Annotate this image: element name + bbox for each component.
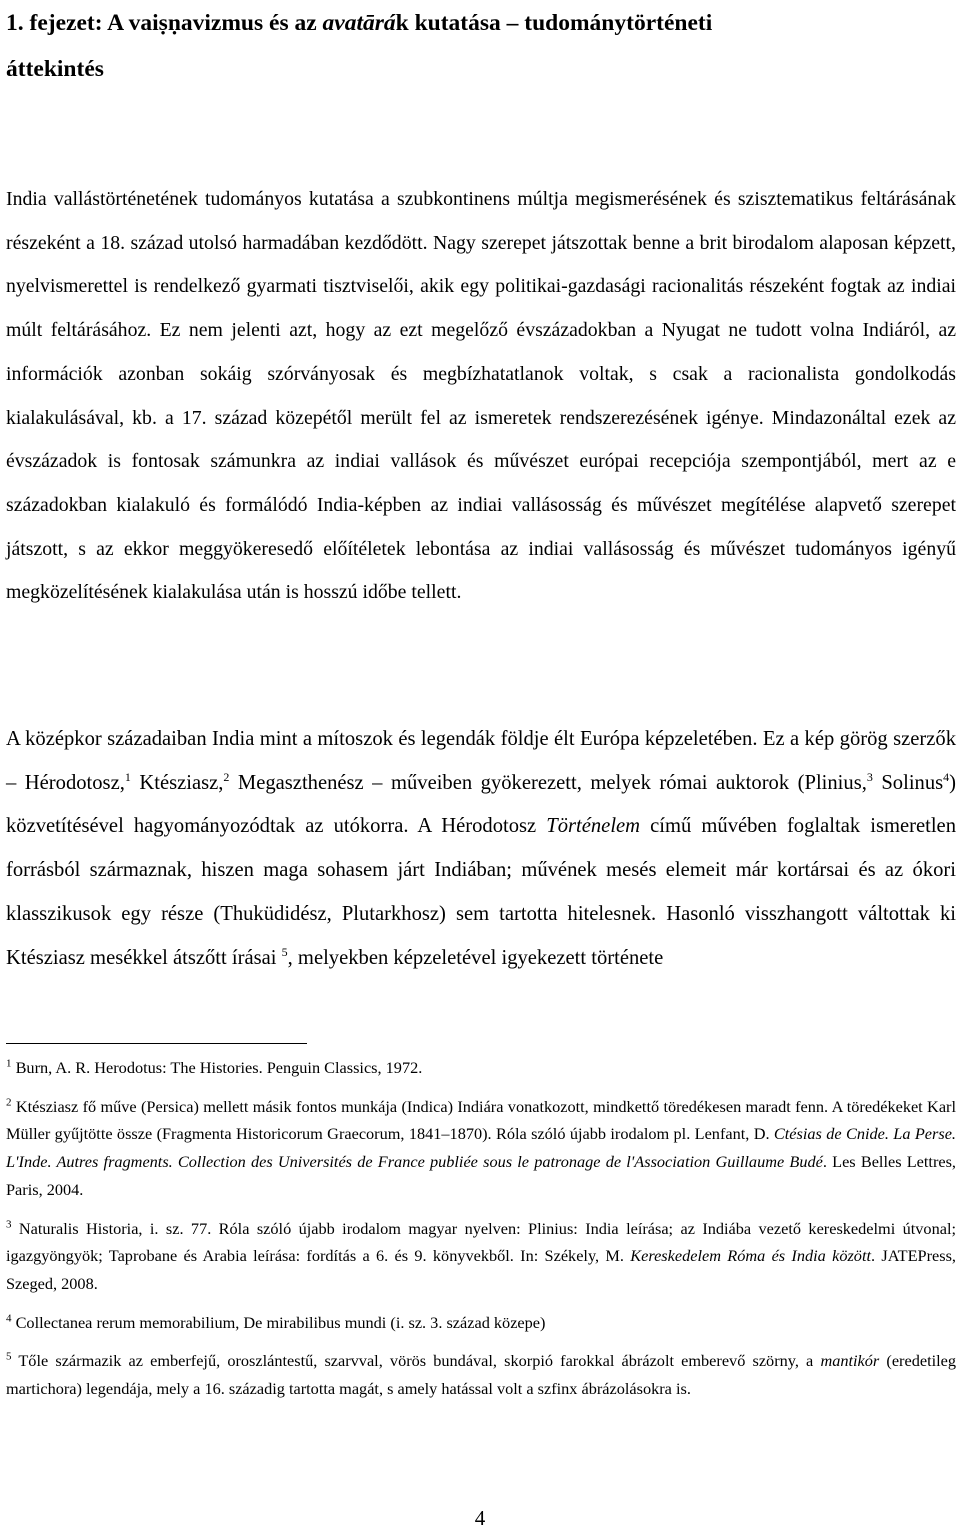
paragraph-2-text-7: , melyekben képzeletével igyekezett története [287, 946, 664, 969]
footnote-ref-2: 2 [223, 769, 230, 784]
footnote-ref-3: 3 [866, 769, 873, 784]
footnote-ref-4: 4 [943, 769, 950, 784]
footnotes [6, 1054, 956, 1414]
paragraph-2-italic-title: Történelem [546, 815, 641, 838]
paragraph-2-text-1: A középkor századaiban India mint a mítoszok és legendák földje élt Európa képzeletében. Ez a kép görög szerzők – Hérodotosz, [6, 728, 956, 794]
footnote-3-number: 3 [6, 1218, 12, 1231]
footnote-3-italic: Kereskedelem Róma és India között [630, 1246, 871, 1266]
footnote-3 [6, 1215, 956, 1298]
footnote-2-text-b: . Les Belles Lettres, Paris, 2004. [6, 1152, 956, 1199]
paragraph-1-text: India vallástörténetének tudományos kutatása a szubkontinens múltja megismerésének és szisztematikus feltárásának részeként a 18. század utolsó harmadában kezdődött. Nagy szerepet játszottak benne a brit birodalom alaposan képzett, nyelvismerettel is rendelkező gyarmati tisztviselői, akik egy politikai-gazdasági racionalitás részeként fogtak az indiai múlt feltárásához. Ez nem jelenti azt, hogy az ezt megelőző évszázadokban a Nyugat ne tudott volna Indiáról, az információk azonban sokáig szórványosak és megbízhatatlanok voltak, s csak a racionalista gondolkodás kialakulásával, kb. a 17. század közepétől merült fel az ismeretek rendszerezésének igénye. Mindazonáltal ezek az évszázadok is fontosak számunkra az indiai vallások és művészet európai recepciója szempontjából, mert az e századokban kialakuló és formálódó India-képben az indiai vallásosság és művészet megítélése alapvető szerepet játszott, s az ekkor meggyökeresedő előítéletek lebontása az indiai vallásosság és művészet tudományos igényű megközelítésének kialakulása után is hosszú időbe tellett. [6, 188, 956, 604]
footnote-5-number: 5 [6, 1350, 12, 1363]
footnote-3-text-a: Naturalis Historia, i. sz. 77. Róla szóló újabb irodalom magyar nyelven: Plinius: India leírása; az Indiába vezető kereskedelmi útvonal; igazgyöngyök; Taprobane és Arabia leírása: fordítás a 6. és 9. könyvekből. In: Székely, M. [6, 1218, 956, 1266]
footnote-ref-5: 5 [281, 944, 288, 959]
page-number: 4 [474, 1506, 486, 1530]
chapter-heading [6, 0, 951, 92]
footnote-ref-1: 1 [124, 769, 131, 784]
footnote-separator [6, 1043, 307, 1044]
footnote-5 [6, 1347, 956, 1402]
paragraph-2-text-5: ) közvetítésével hagyományozódtak az utókorra. A Hérodotosz [6, 771, 957, 838]
footnote-4 [6, 1309, 956, 1337]
footnote-5-text-a: Tőle származik az emberfejű, oroszlántestű, szarvval, vörös bundával, skorpió farokkal ábrázolt emberevő szörny, a [11, 1351, 821, 1371]
paragraph-2 [6, 718, 956, 980]
footnote-2 [6, 1093, 956, 1204]
footnote-4-text: Collectanea rerum memorabilium, De mirabilibus mundi (i. sz. 3. század közepe) [11, 1312, 546, 1332]
footnote-5-text-b: (eredetileg martichora) legendája, mely a 16. századig tartotta magát, s amely hatással volt a szfinx ábrázolásokra is. [6, 1351, 957, 1399]
paragraph-2-text-6: című művében foglaltak ismeretlen forrásból származnak, hiszen maga sohasem járt Indiában; művének mesés elemeit már kortársai és az ókori klasszikusok egy része (Thuküdidész, Plutarkhosz) sem tartotta hitelesnek. Hasonló visszhangott váltottak ki Ktésziasz mesékkel átszőtt írásai [6, 815, 956, 969]
paragraph-2-text-4: Solinus [872, 771, 944, 794]
paragraph-2-text-3: Megaszthenész – műveiben gyökerezett, melyek római auktorok (Plinius, [229, 771, 867, 794]
footnote-4-number: 4 [6, 1312, 12, 1325]
paragraph-1 [6, 178, 956, 615]
footnote-1 [6, 1054, 956, 1082]
footnote-2-text-a: Ktésziasz fő műve (Persica) mellett másik fontos munkája (Indica) Indiára vonatkozott, mindkettő töredékesen maradt fenn. A töredékeket Karl Müller gyűjtötte össze (Fragmenta Historicorum Graecorum, 1841–1870). Róla szóló újabb irodalom pl. Lenfant, D. [6, 1096, 956, 1144]
chapter-title-italic: avatārá [322, 10, 396, 36]
chapter-title-part1: 1. fejezet: A vaiṣṇavizmus és az [6, 10, 323, 36]
footnote-1-number: 1 [6, 1057, 12, 1070]
footnote-2-number: 2 [6, 1096, 12, 1109]
chapter-title-part2: k kutatása – tudománytörténeti [395, 10, 713, 36]
chapter-title-line2: áttekintés [6, 56, 104, 82]
paragraph-2-text-2: Ktésziasz, [130, 771, 224, 794]
footnote-2-italic: Ctésias de Cnide. La Perse. L'Inde. Autres fragments. Collection des Universités de France publiée sous le patronage de l'Association Guillaume Budé [6, 1124, 956, 1172]
footnote-3-text-b: . JATEPress, Szeged, 2008. [6, 1246, 957, 1293]
footnote-1-text: Burn, A. R. Herodotus: The Histories. Penguin Classics, 1972. [11, 1058, 423, 1077]
footnote-5-italic: mantikór [820, 1351, 880, 1371]
